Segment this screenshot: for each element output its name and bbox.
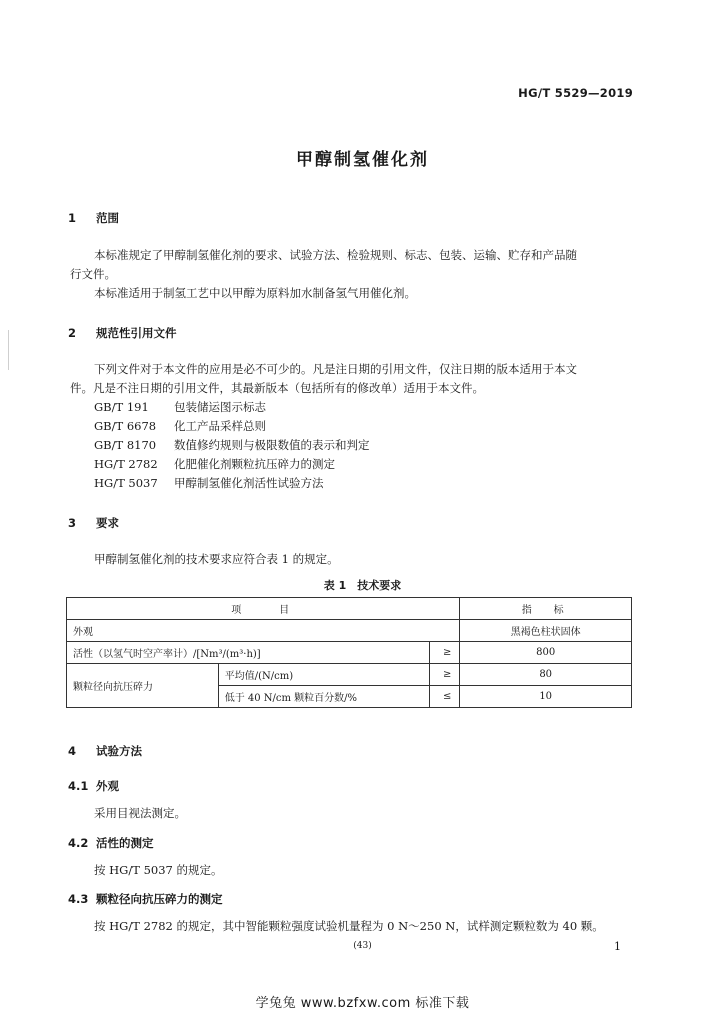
reference-item (94, 417, 370, 436)
section-title: 要求 (96, 516, 119, 530)
reference-code: GB/T 6678 (94, 419, 157, 433)
section-4-1-heading (68, 778, 119, 794)
reference-item (94, 398, 370, 417)
text-line: 行文件。 (70, 267, 116, 281)
section-title: 颗粒径向抗压碎力的测定 (96, 892, 223, 906)
section-title: 试验方法 (96, 744, 142, 758)
crush-low-label: 低于 40 N/cm 颗粒百分数/% (218, 686, 430, 708)
crush-low-value: 10 (460, 686, 632, 708)
section-number: 1 (68, 211, 77, 225)
header-item: 项 目 (67, 598, 460, 620)
reference-code: HG/T 2782 (94, 457, 158, 471)
section-4-2-paragraph: 按 HG/T 5037 的规定。 (94, 863, 223, 877)
reference-item (94, 455, 370, 474)
standard-code: HG/T 5529—2019 (518, 86, 633, 100)
page-number: 1 (614, 940, 621, 953)
section-1-paragraph-2: 本标准适用于制氢工艺中以甲醇为原料加水制备氢气用催化剂。 (94, 286, 416, 300)
reference-item (94, 474, 370, 493)
header-value: 指 标 (460, 598, 632, 620)
crush-avg-symbol: ≥ (430, 664, 460, 686)
crush-avg-value: 80 (460, 664, 632, 686)
section-4-heading (68, 743, 142, 759)
crush-low-symbol: ≤ (430, 686, 460, 708)
page-title: 甲醇制氢催化剂 (296, 150, 429, 170)
section-3-paragraph: 甲醇制氢催化剂的技术要求应符合表 1 的规定。 (94, 552, 339, 566)
reference-title: 包装储运图示标志 (174, 400, 266, 414)
page-center-mark: (43) (353, 941, 372, 951)
section-number: 4.3 (68, 892, 89, 906)
activity-value: 800 (460, 642, 632, 664)
table-row (67, 664, 632, 686)
table-row (67, 642, 632, 664)
reference-item (94, 436, 370, 455)
appearance-label: 外观 (67, 620, 460, 642)
section-1-paragraph-1 (70, 246, 640, 284)
table-header-row (67, 598, 632, 620)
activity-label: 活性（以氢气时空产率计）/[Nm³/(m³·h)] (67, 642, 430, 664)
reference-code: HG/T 5037 (94, 476, 158, 490)
table-row (67, 620, 632, 642)
section-title: 外观 (96, 779, 119, 793)
section-1-heading (68, 210, 119, 226)
technical-requirements-table (66, 597, 632, 708)
section-number: 4.1 (68, 779, 89, 793)
section-4-3-heading (68, 891, 223, 907)
section-number: 4 (68, 744, 77, 758)
text-line: 件。凡是不注日期的引用文件，其最新版本（包括所有的修改单）适用于本文件。 (70, 381, 484, 395)
reference-code: GB/T 8170 (94, 438, 157, 452)
reference-list (94, 398, 370, 493)
section-4-1-paragraph: 采用目视法测定。 (94, 806, 186, 820)
text-line: 下列文件对于本文件的应用是必不可少的。凡是注日期的引用文件，仅注日期的版本适用于本文 (94, 362, 577, 376)
scan-margin-mark (8, 330, 9, 370)
section-title: 范围 (96, 211, 119, 225)
section-4-3-paragraph: 按 HG/T 2782 的规定，其中智能颗粒强度试验机量程为 0 N～250 N，试样测定颗粒数为 40 颗。 (94, 919, 604, 933)
reference-title: 数值修约规则与极限数值的表示和判定 (174, 438, 370, 452)
section-number: 3 (68, 516, 77, 530)
watermark-footer: 学兔兔 www.bzfxw.com 标准下载 (255, 996, 470, 1011)
section-title: 规范性引用文件 (96, 326, 177, 340)
crush-avg-label: 平均值/(N/cm) (218, 664, 430, 686)
reference-title: 化工产品采样总则 (174, 419, 266, 433)
section-3-heading (68, 515, 119, 531)
reference-title: 化肥催化剂颗粒抗压碎力的测定 (174, 457, 335, 471)
table-caption: 表 1 技术要求 (323, 579, 402, 592)
reference-title: 甲醇制氢催化剂活性试验方法 (174, 476, 324, 490)
activity-symbol: ≥ (430, 642, 460, 664)
section-number: 2 (68, 326, 77, 340)
crush-label: 颗粒径向抗压碎力 (67, 664, 219, 708)
section-4-2-heading (68, 835, 154, 851)
section-number: 4.2 (68, 836, 89, 850)
section-2-paragraph (70, 360, 640, 398)
reference-code: GB/T 191 (94, 400, 149, 414)
section-2-heading (68, 325, 177, 341)
appearance-value: 黑褐色柱状固体 (460, 620, 632, 642)
text-line: 本标准规定了甲醇制氢催化剂的要求、试验方法、检验规则、标志、包装、运输、贮存和产品随 (94, 248, 577, 262)
section-title: 活性的测定 (96, 836, 154, 850)
